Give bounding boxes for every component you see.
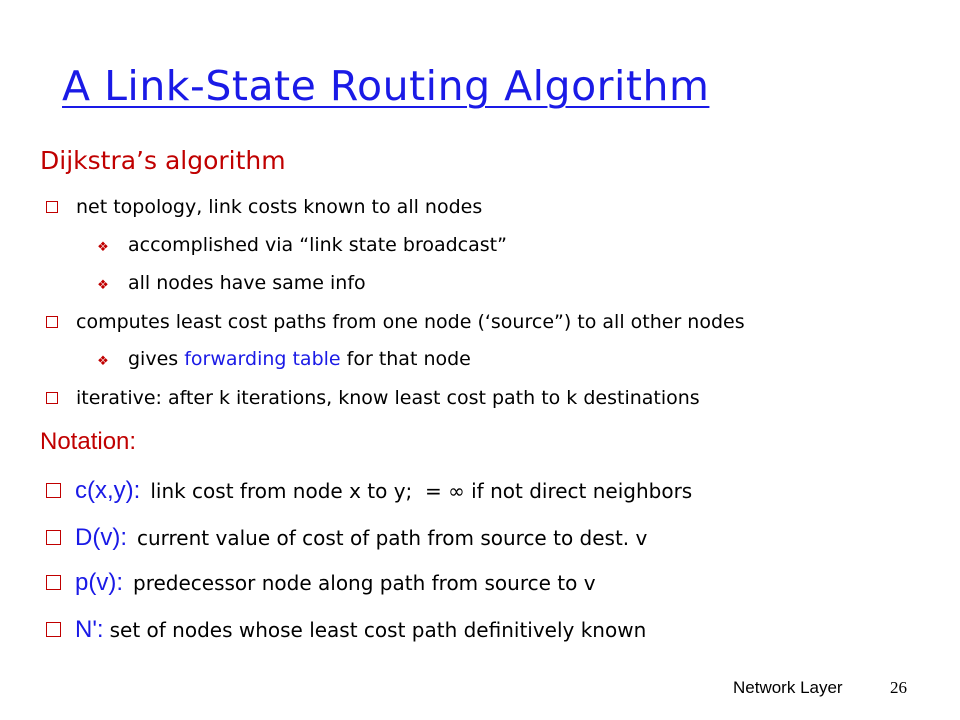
square-bullet-icon: [46, 530, 61, 545]
notation-item: [46, 569, 596, 597]
square-bullet-icon: [46, 575, 61, 590]
bullet-item: [46, 387, 700, 409]
notation-term: D(v):: [75, 524, 127, 551]
sub-bullet-item: [96, 272, 366, 294]
sub-bullet-item: [96, 348, 471, 370]
bullet-text: net topology, link costs known to all nodes: [76, 196, 483, 218]
notation-term: p(v):: [75, 569, 123, 596]
notation-item: [46, 616, 646, 644]
bullet-text-pre: gives: [128, 348, 185, 370]
sub-bullet-item: [96, 234, 507, 256]
bullet-text-post: for that node: [340, 348, 471, 370]
square-bullet-icon: [46, 622, 61, 637]
bullet-text: computes least cost paths from one node (‘source”) to all other nodes: [76, 311, 745, 333]
notation-item: [46, 477, 692, 505]
footer-label: Network Layer: [733, 678, 843, 697]
page-number: 26: [890, 678, 907, 697]
square-bullet-icon: [46, 201, 58, 213]
forwarding-table-highlight: forwarding table: [184, 348, 341, 370]
square-bullet-icon: [46, 392, 58, 404]
notation-desc: predecessor node along path from source to v: [133, 571, 596, 595]
bullet-text: accomplished via “link state broadcast”: [128, 234, 507, 256]
slide-title: A Link-State Routing Algorithm: [62, 62, 710, 110]
diamond-bullet-icon: ❖: [97, 278, 109, 293]
notation-desc: link cost from node x to y; = ∞ if not direct neighbors: [150, 479, 693, 503]
diamond-bullet-icon: ❖: [97, 354, 109, 369]
section-heading-notation: Notation:: [40, 428, 137, 455]
bullet-item: [46, 311, 745, 333]
notation-desc: current value of cost of path from source to dest. v: [136, 526, 648, 550]
square-bullet-icon: [46, 316, 58, 328]
notation-term: N':: [75, 616, 104, 643]
section-heading-dijkstra: Dijkstra’s algorithm: [40, 146, 286, 175]
bullet-text: all nodes have same info: [128, 272, 366, 294]
diamond-bullet-icon: ❖: [97, 240, 109, 255]
notation-item: [46, 524, 647, 552]
notation-desc: set of nodes whose least cost path definitively known: [109, 618, 647, 642]
bullet-item: [46, 196, 482, 218]
bullet-text: iterative: after k iterations, know least cost path to k destinations: [76, 387, 700, 409]
notation-term: c(x,y):: [75, 477, 141, 504]
square-bullet-icon: [46, 483, 61, 498]
